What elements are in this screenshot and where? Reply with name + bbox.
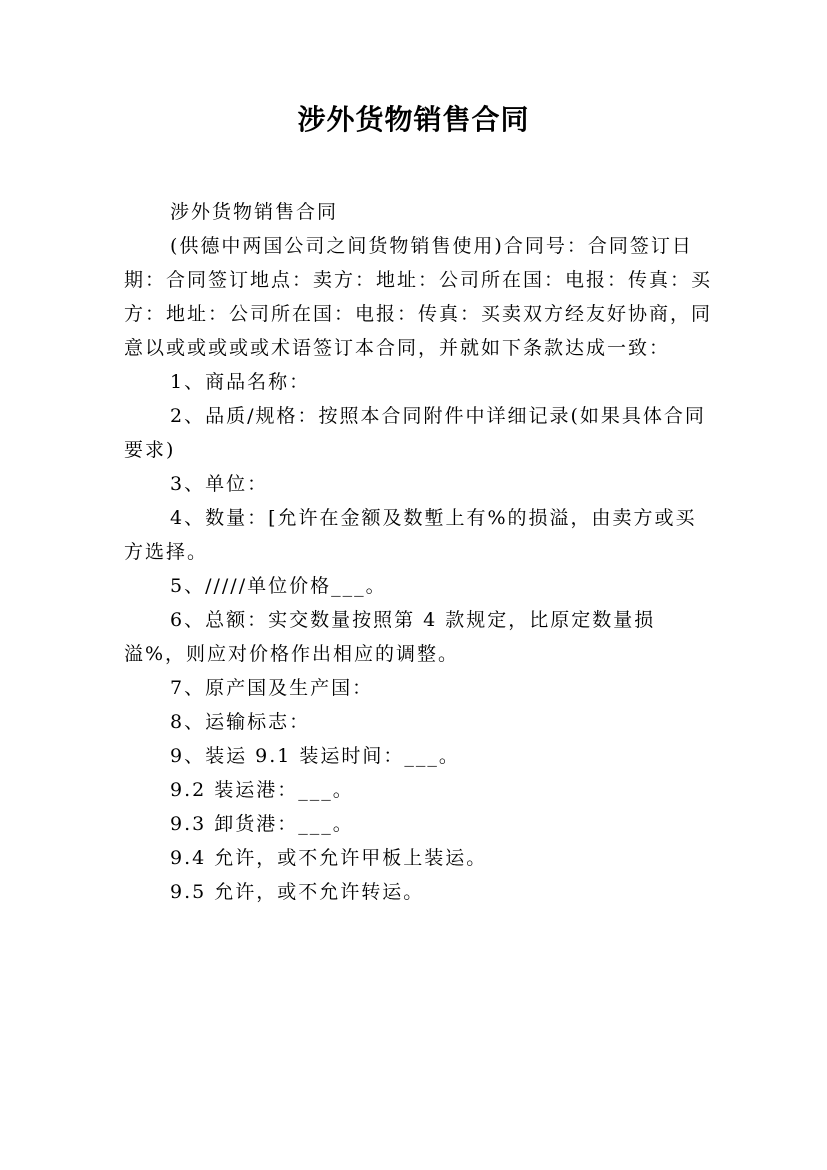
clause-9-2: 9.2 装运港：___。 (170, 779, 354, 801)
document-body (124, 195, 714, 909)
clause-4: 4、数量：[允许在金额及数塹上有%的损溢，由卖方或买方选择。 (124, 507, 697, 563)
clause-9-3: 9.3 卸货港：___。 (170, 813, 354, 835)
document-title: 涉外货物销售合同 (297, 103, 530, 136)
clause-6: 6、总额：实交数量按照第 4 款规定，比原定数量损溢%，则应对价格作出相应的调整。 (124, 609, 656, 665)
clause-2: 2、品质/规格：按照本合同附件中详细记录(如果具体合同要求) (124, 405, 706, 461)
clause-8: 8、运输标志： (170, 711, 311, 733)
clause-9-5: 9.5 允许，或不允许转运。 (170, 881, 425, 903)
clause-7: 7、原产国及生产国： (170, 677, 374, 699)
paragraph-heading: 涉外货物销售合同 (170, 201, 339, 223)
clause-1: 1、商品名称： (170, 371, 311, 393)
clause-3: 3、单位： (170, 473, 269, 495)
clause-5: 5、/////单位价格___。 (170, 575, 387, 597)
paragraph-preamble: (供德中两国公司之间货物销售使用)合同号：合同签订日期：合同签订地点：卖方：地址：公司所在国：电报：传真：买方：地址：公司所在国：电报：传真：买卖双方经友好协商，同意以或或或或或术语签订本合同，并就如下条款达成一致： (124, 235, 713, 359)
clause-9: 9、装运 9.1 装运时间：___。 (170, 745, 460, 767)
clause-9-4: 9.4 允许，或不允许甲板上装运。 (170, 847, 488, 869)
